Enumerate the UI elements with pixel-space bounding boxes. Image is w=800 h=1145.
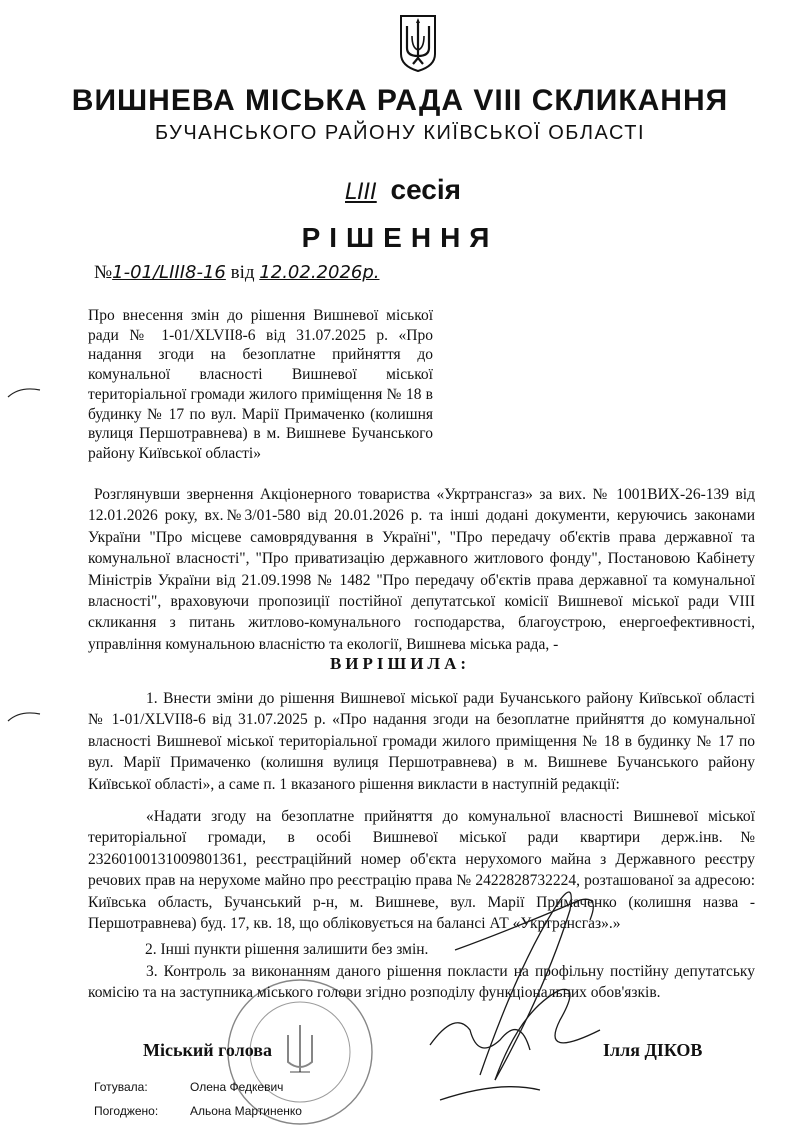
decided-heading: ВИРІШИЛА: (329, 654, 471, 673)
doc-number-line (94, 262, 380, 284)
decision-item-3: 3. Контроль за виконанням даного рішення покласти на профільну постійну депутатську комісію та на заступника міського голови згідно розподілу функціональних обов'язків. (88, 963, 755, 1002)
doc-date-prefix: від (230, 262, 255, 283)
prepared-by-label: Готувала: (94, 1080, 148, 1094)
session-label: сесія (390, 174, 461, 205)
agreed-by-label: Погоджено: (94, 1104, 159, 1118)
decision-item-1: 1. Внести зміни до рішення Вишневої міської ради Бучанського району Київської області № 1-01/XLVII8-6 від 31.07.2025 р. «Про надання згоди на безоплатне прийняття до комунальної власності Вишневої міської територіальної громади жилого приміщення № 18 в будинку № 17 по вул. Марії Примаченко (колишня вулиця Першотравнева) в м. Вишневе Бучанського району Київської області», а саме п. 1 вказаного рішення викласти в наступній редакції: (88, 690, 755, 793)
punch-hole-mark-icon (6, 710, 42, 722)
signature-title: Міський голова (143, 1040, 272, 1060)
decision-item-2: 2. Інші пункти рішення залишити без змін. (145, 941, 429, 958)
decision-item-1-quote: «Надати згоду на безоплатне прийняття до комунальної власності Вишневої міської територіальної громади, в особі Вишневої міської ради квартири держ.інв.№ 23260100131009801361, реєстраційний номер об'єкта нерухомого майна з Державного реєстру речових прав на нерухоме майно про реєстрацію права № 2422828732224, розташованої за адресою: Київська область, Бучанський р-н, м. Вишневе, вул. Марії Примаченко (колишня назва - Першотравнева) буд. 17, кв. 18, що обліковується на балансі АТ «Укртрансгаз».» (88, 808, 755, 933)
session-line (0, 174, 800, 206)
doc-date-value: 12.02.2026р. (259, 262, 380, 283)
prepared-by-name: Олена Федкевич (190, 1080, 284, 1094)
doc-number-value: 1-01/LIII8-16 (112, 262, 226, 283)
signature-name: Ілля ДІКОВ (603, 1040, 703, 1060)
preamble-paragraph: Розглянувши звернення Акціонерного товариства «Укртрансгаз» за вих. № 1001ВИХ-26-139 від 12.01.2026 року, вх.№3/01-580 від 20.01.2026 р. та інші додані документи, керуючись законами України "Про місцеве самоврядування в Україні", "Про передачу об'єктів права державної та комунальної власності", "Про приватизацію державного житлового фонду", Постановою Кабінету Міністрів України від 21.09.1998 № 1482 "Про передачу об'єктів права державної та комунальної власності", враховуючи пропозиції постійної депутатської комісії Вишневої міської ради VIII скликання з питань житлово-комунального господарства, благоустрою, енергоефективності, управління комунальною власністю та екології, Вишнева міська рада, - (88, 486, 755, 653)
punch-hole-mark-icon (6, 386, 42, 398)
session-number: LIII (345, 180, 377, 205)
council-subtitle: БУЧАНСЬКОГО РАЙОНУ КИЇВСЬКОЇ ОБЛАСТІ (154, 122, 645, 144)
doc-type-title: РІШЕННЯ (301, 222, 499, 253)
doc-number-prefix: № (94, 262, 113, 283)
council-title: ВИШНЕВА МІСЬКА РАДА VIII СКЛИКАННЯ (71, 84, 729, 117)
agreed-by-name: Альона Мартиненко (190, 1104, 302, 1118)
trident-emblem-icon (398, 14, 438, 72)
decision-subject: Про внесення змін до рішення Вишневої міської ради № 1-01/XLVII8-6 від 31.07.2025 р. «Про надання згоди на безоплатне прийняття до комунальної власності Вишневої міської територіальної громади жилого приміщення № 18 в будинку № 17 по вул. Марії Примаченко (колишня вулиця Першотравнева) в м. Вишневе Бучанського району Київської області» (88, 307, 433, 462)
